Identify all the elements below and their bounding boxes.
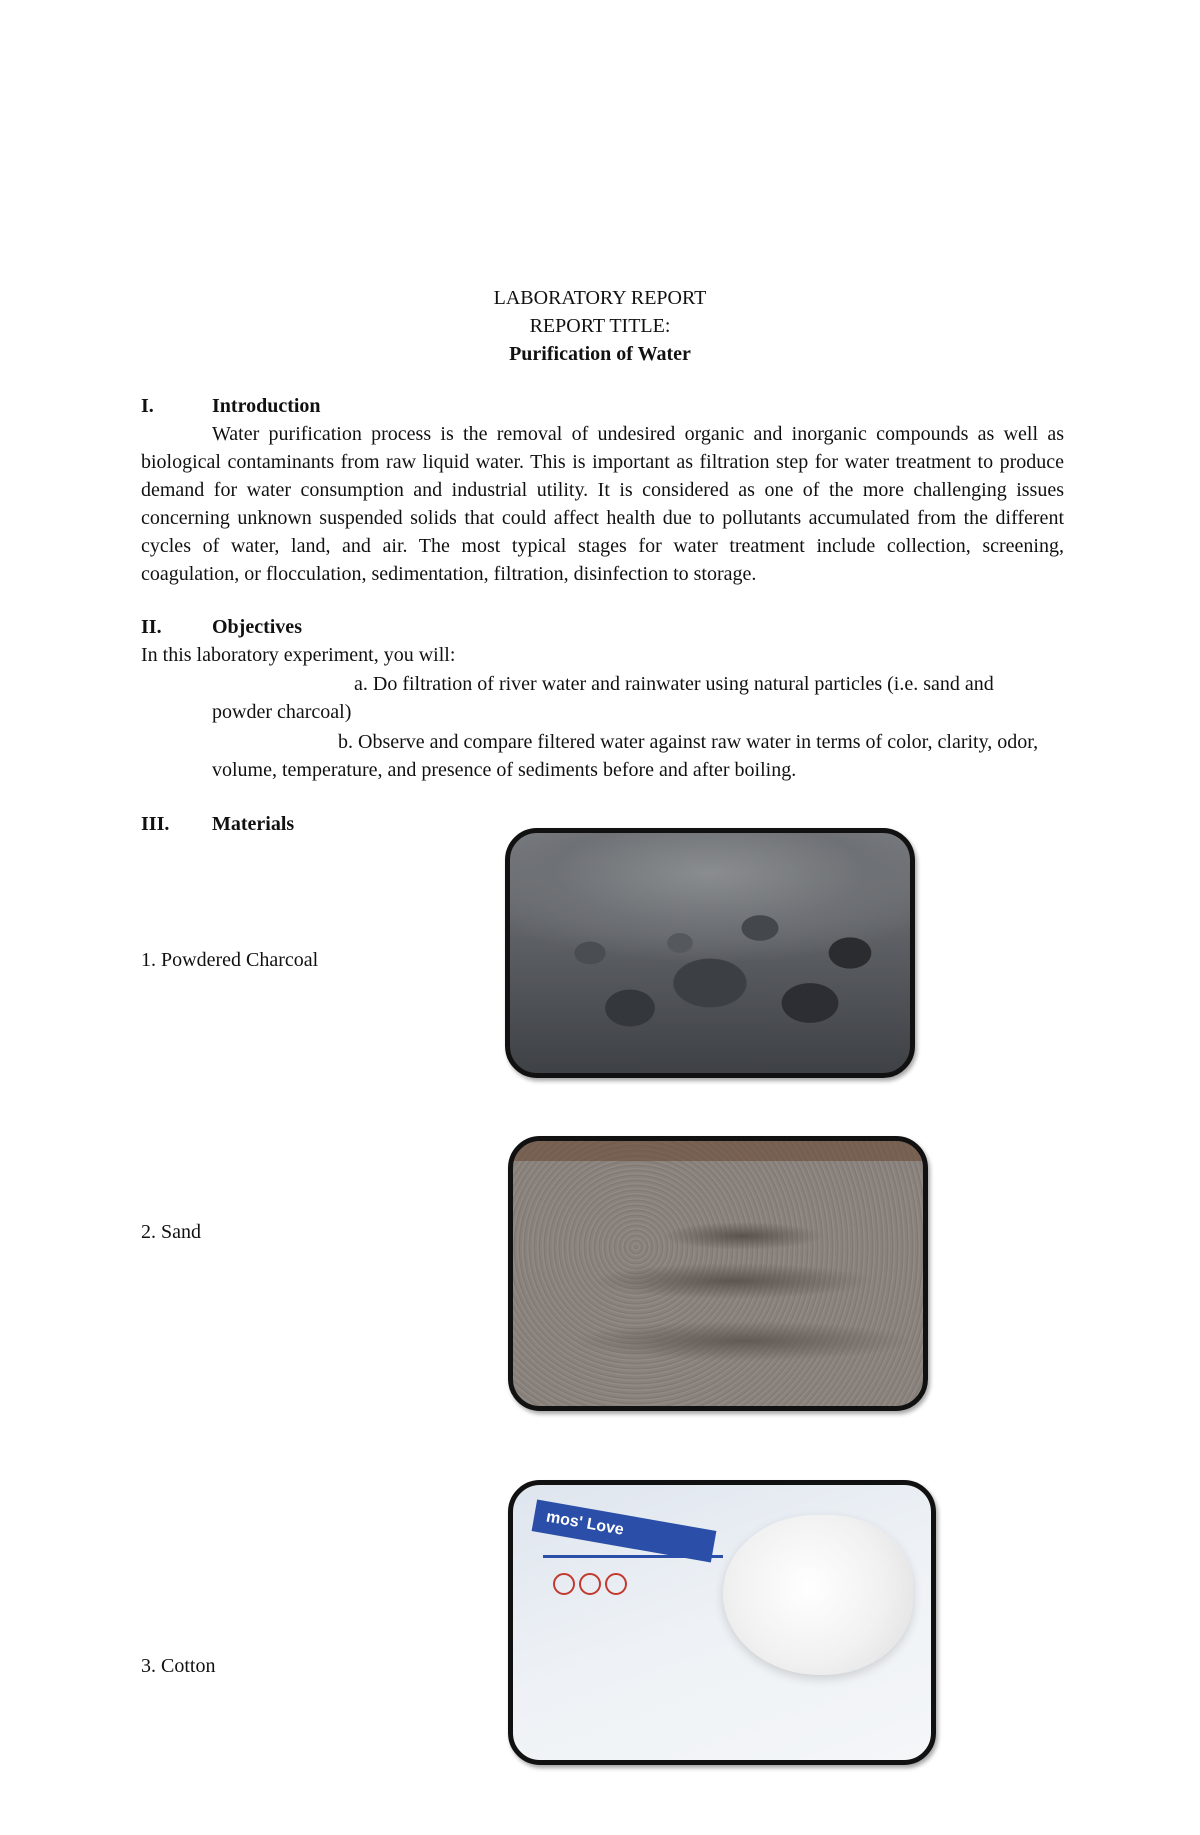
sand-photo bbox=[508, 1136, 928, 1411]
introduction-title: Introduction bbox=[212, 395, 321, 417]
objectives-number: II. bbox=[141, 616, 162, 638]
material-item-charcoal: 1. Powdered Charcoal bbox=[141, 949, 319, 971]
introduction-heading bbox=[141, 392, 321, 420]
objectives-lead: In this laboratory experiment, you will: bbox=[141, 644, 456, 666]
tree-logo-icon bbox=[579, 1573, 601, 1595]
objective-item-a: a. Do filtration of river water and rainwater using natural particles (i.e. sand and powder charcoal) bbox=[212, 673, 994, 723]
cotton-ball bbox=[723, 1515, 913, 1675]
introduction-number: I. bbox=[141, 395, 154, 417]
objective-item-b: b. Observe and compare filtered water against raw water in terms of color, clarity, odor, volume, temperature, and presence of sediments before and after boiling. bbox=[212, 731, 1039, 781]
objectives-title: Objectives bbox=[212, 616, 302, 638]
charcoal-photo bbox=[505, 828, 915, 1078]
tree-logo-icon bbox=[553, 1573, 575, 1595]
report-header-line2: REPORT TITLE: bbox=[529, 315, 671, 337]
cotton-photo bbox=[508, 1480, 936, 1765]
materials-heading bbox=[141, 810, 294, 838]
tree-logo-icon bbox=[605, 1573, 627, 1595]
materials-title: Materials bbox=[212, 813, 295, 835]
report-title: Purification of Water bbox=[509, 343, 691, 365]
cotton-package-brand: mos' Love bbox=[532, 1499, 717, 1562]
introduction-body: Water purification process is the removal of undesired organic and inorganic compounds as well as biological contaminants from raw liquid water. This is important as filtration step for water treatment to produce demand for water consumption and industrial utility. It is considered as one of the more challenging issues concerning unknown suspended solids that could affect health due to pollutants accumulated from the different cycles of water, land, and air. The most typical stages for water treatment include collection, screening, coagulation, or flocculation, sedimentation, filtration, disinfection to storage. bbox=[141, 423, 1064, 585]
report-header-line1: LABORATORY REPORT bbox=[493, 287, 707, 309]
report-title-block bbox=[0, 284, 1200, 368]
objectives-heading bbox=[141, 613, 302, 641]
material-item-cotton: 3. Cotton bbox=[141, 1655, 216, 1677]
materials-number: III. bbox=[141, 813, 170, 835]
material-item-sand: 2. Sand bbox=[141, 1221, 201, 1243]
